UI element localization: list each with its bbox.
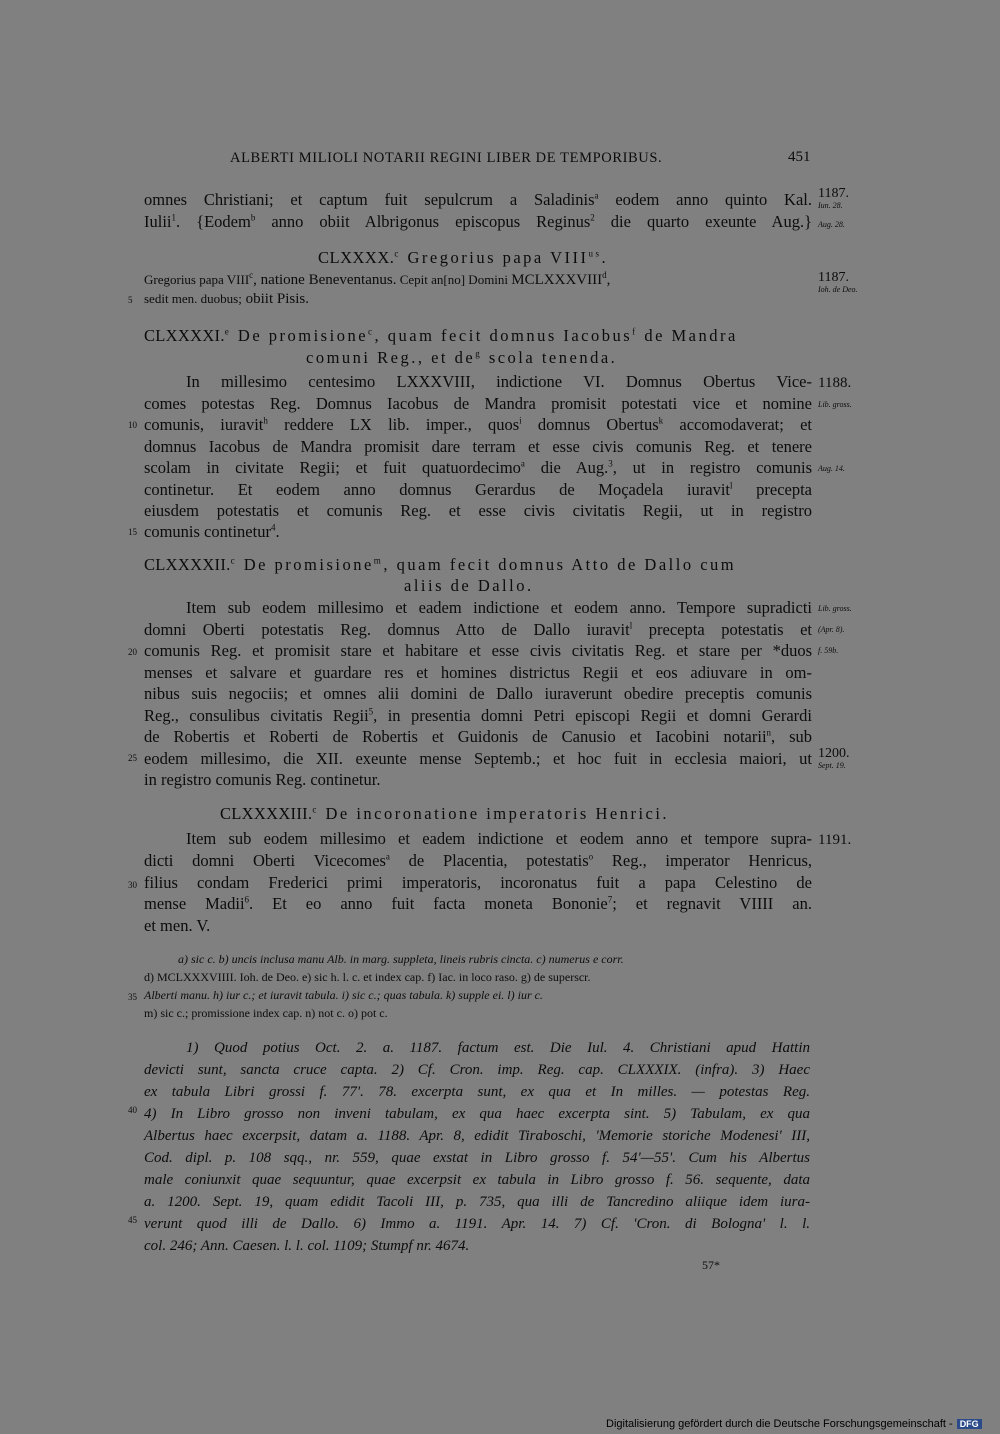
text-line: continetur. Et eodem anno domnus Gerardus de Moçadela iuravit$^l$ precepta	[144, 480, 812, 499]
chapter-heading: aliis de Dallo.	[404, 576, 534, 595]
text-line: In millesimo centesimo LXXXVIII, indictione VI. Domnus Obertus Vice-	[186, 372, 812, 391]
margin-date: 1187. Ioh. de Deo.	[818, 270, 858, 294]
text-line: Gregorius papa VIII$^c$, natione Beneventanus. Cepit an[no] Domini MCLXXXVIII$^d$,	[144, 270, 611, 288]
margin-date: (Apr. 8).	[818, 625, 845, 634]
line-number: 10	[128, 420, 137, 430]
footnote-line: verunt quod illi de Dallo. 6) Immo a. 1191. Apr. 14. 7) Cf. 'Cron. di Bologna' l. l.	[144, 1216, 810, 1232]
margin-source: Lib. gross.	[818, 400, 852, 409]
line-number: 15	[128, 527, 137, 537]
text-line: Iulii$^1$. {Eodem$^b$ anno obiit Albrigonus episcopus Reginus$^2$ die quarto exeunte Aug.}	[144, 212, 813, 231]
footnote-line: col. 246; Ann. Caesen. l. l. col. 1109; Stumpf nr. 4674.	[144, 1238, 470, 1254]
text-line: Reg., consulibus civitatis Regii$^5$, in presentia domni Petri episcopi Regii et domni Gerardi	[144, 706, 812, 725]
footnote-line: male coniunxit quae sequuntur, quae excerpsit ex tabula in Libro grosso f. 56. sequente, data	[144, 1172, 810, 1188]
text-line: in registro comunis Reg. continetur.	[144, 770, 381, 789]
text-line: comunis, iuravit$^h$ reddere LX lib. imper., quos$^i$ domnus Obertus$^k$ accomodaverat; et	[144, 415, 813, 434]
footnote-line: 4) In Libro grosso non inveni tabulam, ex qua haec excerpta sint. 5) Tabulam, ex qua	[144, 1106, 810, 1122]
text-line: mense Madii$^6$. Et eo anno fuit facta moneta Bononie$^7$; et regnavit VIIII an.	[144, 894, 812, 913]
apparatus-line: d) MCLXXXVIIII. Ioh. de Deo. e) sic h. l. c. et index cap. f) Iac. in loco raso. g) de superscr.	[144, 970, 591, 984]
chapter-heading: CLXXXXI.$^e$ De promisione$^c$, quam fecit domnus Iacobus$^f$ de Mandra	[144, 326, 738, 345]
margin-date: 1191.	[818, 832, 852, 848]
text-line: et men. V.	[144, 916, 211, 935]
text-line: eodem millesimo, die XII. exeunte mense Septemb.; et hoc fuit in ecclesia maiori, ut	[144, 749, 812, 768]
apparatus-line: m) sic c.; promissione index cap. n) not c. o) pot c.	[144, 1006, 388, 1020]
margin-source: Lib. gross.	[818, 604, 852, 613]
text-line: Item sub eodem millesimo et eadem indictione et eodem anno. Tempore supradicti	[186, 598, 812, 617]
text-line: de Robertis et Roberti de Robertis et Guidonis de Canusio et Iacobini notarii$^n$, sub	[144, 727, 812, 746]
footer-credit: Digitalisierung gefördert durch die Deutsche Forschungsgemeinschaft - DFG	[606, 1418, 982, 1430]
text-line: eiusdem potestatis et comunis Reg. et esse civis civitatis Regii, ut in registro	[144, 501, 812, 520]
running-header: ALBERTI MILIOLI NOTARII REGINI LIBER DE TEMPORIBUS.	[230, 150, 663, 166]
line-number: 20	[128, 647, 137, 657]
chapter-heading: CLXXXXIII.$^c$ De incoronatione imperatoris Henrici.	[220, 804, 670, 823]
margin-date: 1200. Sept. 19.	[818, 746, 850, 770]
margin-date: Aug. 14.	[818, 464, 845, 473]
line-number: 45	[128, 1215, 137, 1225]
text-line: nibus suis negociis; et omnes alii domini de Dallo iuraverunt obedire preceptis comunis	[144, 684, 812, 703]
footnote-line: 1) Quod potius Oct. 2. a. 1187. factum est. Die Iul. 4. Christiani apud Hattin	[186, 1040, 810, 1056]
chapter-heading: comuni Reg., et $de^g$ scola tenenda.	[306, 348, 618, 367]
line-number: 35	[128, 992, 137, 1002]
text-line: domni Oberti potestatis Reg. domnus Atto de Dallo iuravit$^l$ precepta potestatis et	[144, 620, 812, 639]
footnote-line: ex tabula Libri grossi f. 77'. 78. excerpta sunt, ex qua et In milles. — potestas Reg.	[144, 1084, 810, 1100]
margin-date: 1187. Iun. 28.	[818, 186, 849, 210]
text-line: comunis Reg. et promisit stare et habitare et esse civis civitatis Reg. et stare per *duos	[144, 641, 812, 660]
chapter-heading: CLXXXXII.$^c$ De promisione$^m$, quam fecit domnus Atto de Dallo cum	[144, 555, 737, 574]
page-number: 451	[788, 149, 811, 165]
text-line: dicti domni Oberti Vicecomes$^a$ de Placentia, potestatis$^o$ Reg., imperator Henricus,	[144, 851, 813, 870]
text-line: scolam in civitate Regii; et fuit quatuordecimo$^a$ die Aug.$^3$, ut in registro comunis	[144, 458, 813, 477]
text-line: comes potestas Reg. Domnus Iacobus de Mandra promisit potestati vice et nomine	[144, 394, 812, 413]
line-number: 40	[128, 1105, 137, 1115]
footnote-line: devicti sunt, sancta cruce capta. 2) Cf. Cron. imp. Reg. cap. CLXXXIX. (infra). 3) Haec	[144, 1062, 810, 1078]
chapter-heading: CLXXXX.$^c$ Gregorius papa $VIII^{us}$.	[318, 248, 609, 267]
dfg-logo: DFG	[957, 1419, 982, 1429]
text-line: omnes Christiani; et captum fuit sepulcrum a Saladinis$^a$ eodem anno quinto Kal.	[144, 190, 812, 209]
margin-folio: f. 59b.	[818, 646, 839, 655]
apparatus-line: Alberti manu. h) iur c.; et iuravit tabula. i) sic c.; quas tabula. k) supple ei. l) iur c.	[144, 988, 543, 1002]
footnote-line: Cod. dipl. p. 108 sqq., nr. 559, quae exstat in Libro grosso f. 54'—55'. Cum his Albertus	[144, 1150, 810, 1166]
text-line: sedit men. duobus; obiit Pisis.	[144, 291, 309, 307]
text-line: domnus Iacobus de Mandra promisit dare terram et esse civis comunis Reg. et tenere	[144, 437, 812, 456]
text-line: menses et salvare et guardare res et homines districtus Regii et eos adiuvare in om-	[144, 663, 812, 682]
apparatus-line: a) sic c. b) uncis inclusa manu Alb. in marg. suppleta, lineis rubris cincta. c) numerus e corr.	[178, 952, 624, 966]
margin-date: Aug. 28.	[818, 220, 845, 229]
text-line: filius condam Frederici primi imperatoris, incoronatus fuit a papa Celestino de	[144, 873, 812, 892]
line-number: 30	[128, 880, 137, 890]
text-line: Item sub eodem millesimo et eadem indictione et eodem anno et tempore supra-	[186, 829, 812, 848]
footnote-line: Albertus haec excerpsit, datam a. 1188. Apr. 8, edidit Tiraboschi, 'Memorie storiche Modenesi' III,	[144, 1128, 810, 1144]
margin-date: 1188.	[818, 375, 852, 391]
line-number: 5	[128, 295, 133, 305]
line-number: 25	[128, 753, 137, 763]
footnote-line: a. 1200. Sept. 19, quam edidit Tacoli III, p. 735, qua illi de Tancredino aliique idem iura-	[144, 1194, 810, 1210]
text-line: comunis continetur$^4$.	[144, 522, 280, 541]
signature-mark: 57*	[702, 1258, 720, 1272]
